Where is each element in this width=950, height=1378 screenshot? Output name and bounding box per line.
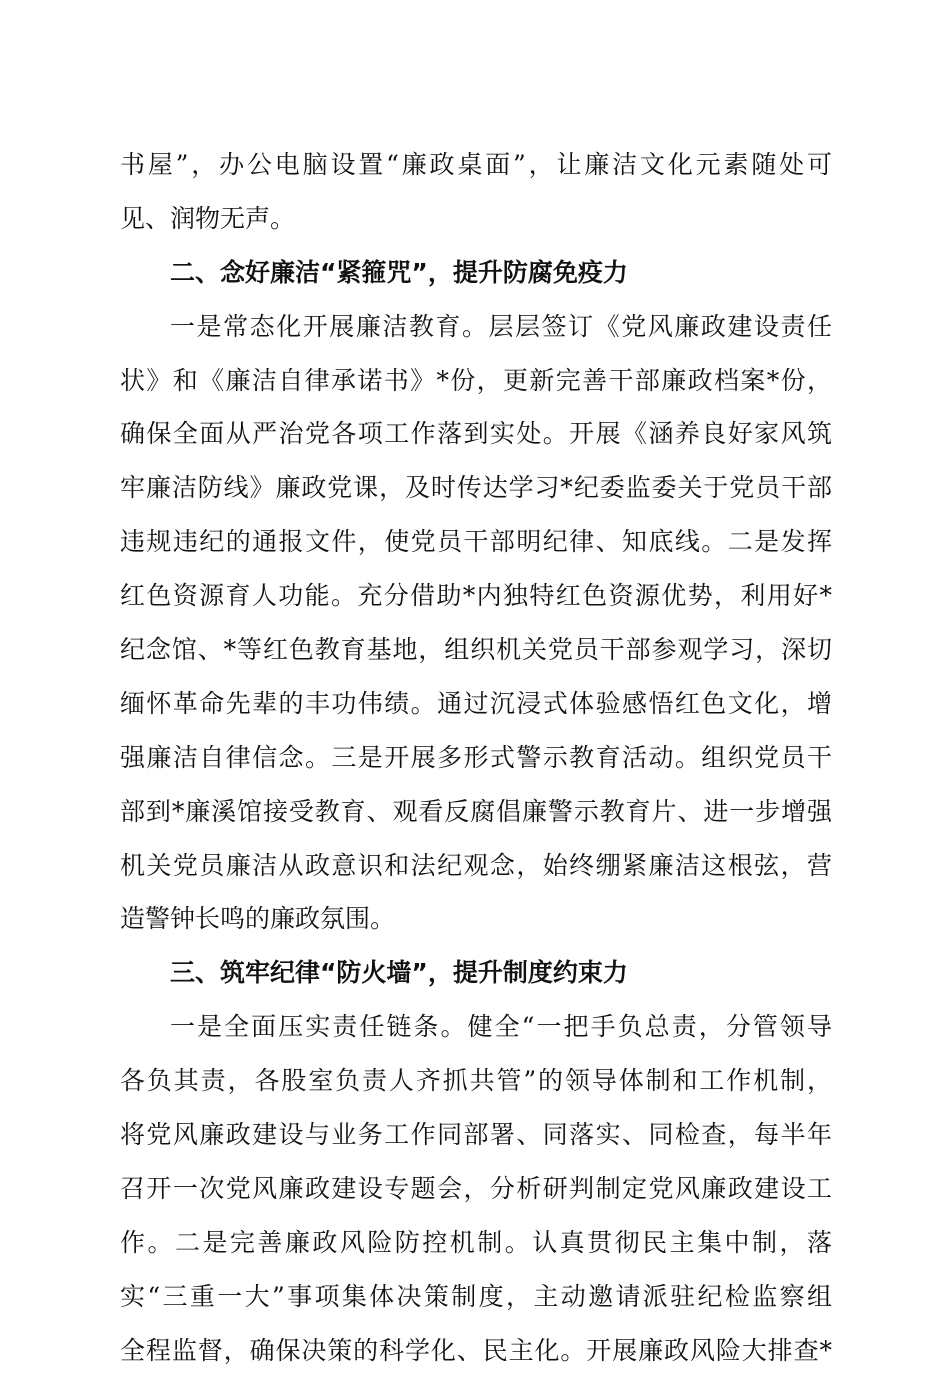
paragraph-line: 红色资源育人功能。充分借助*内独特红色资源优势，利用好* xyxy=(120,581,832,611)
paragraph-line: 见、润物无声。 xyxy=(120,203,296,233)
paragraph-line: 纪念馆、*等红色教育基地，组织机关党员干部参观学习，深切 xyxy=(120,635,832,665)
paragraph-line: 造警钟长鸣的廉政氛围。 xyxy=(120,904,396,934)
paragraph-line: 状》和《廉洁自律承诺书》*份，更新完善干部廉政档案*份， xyxy=(120,365,832,395)
paragraph-line: 一是常态化开展廉洁教育。层层签订《党风廉政建设责任 xyxy=(170,311,832,341)
paragraph-line: 各负其责，各股室负责人齐抓共管”的领导体制和工作机制， xyxy=(120,1066,832,1096)
paragraph-line: 确保全面从严治党各项工作落到实处。开展《涵养良好家风筑 xyxy=(120,419,832,449)
section-heading-3: 三、筑牢纪律“防火墙”，提升制度约束力 xyxy=(170,958,628,988)
paragraph-line: 实“三重一大”事项集体决策制度，主动邀请派驻纪检监察组 xyxy=(120,1281,832,1311)
paragraph-line: 违规违纪的通报文件，使党员干部明纪律、知底线。二是发挥 xyxy=(120,527,832,557)
paragraph-line: 牢廉洁防线》廉政党课，及时传达学习*纪委监委关于党员干部 xyxy=(120,473,832,503)
paragraph-line: 缅怀革命先辈的丰功伟绩。通过沉浸式体验感悟红色文化，增 xyxy=(120,688,832,718)
paragraph-line: 强廉洁自律信念。三是开展多形式警示教育活动。组织党员干 xyxy=(120,742,832,772)
section-heading-2: 二、念好廉洁“紧箍咒”，提升防腐免疫力 xyxy=(170,257,628,287)
paragraph-line: 一是全面压实责任链条。健全“一把手负总责，分管领导 xyxy=(170,1012,832,1042)
paragraph-line: 书屋”，办公电脑设置“廉政桌面”，让廉洁文化元素随处可 xyxy=(120,150,832,179)
paragraph-line: 将党风廉政建设与业务工作同部署、同落实、同检查，每半年 xyxy=(120,1120,832,1150)
paragraph-line: 作。二是完善廉政风险防控机制。认真贯彻民主集中制，落 xyxy=(120,1227,832,1257)
paragraph-line: 全程监督，确保决策的科学化、民主化。开展廉政风险大排查* xyxy=(120,1335,832,1365)
document-body xyxy=(120,138,832,1377)
paragraph-line: 召开一次党风廉政建设专题会，分析研判制定党风廉政建设工 xyxy=(120,1173,832,1203)
paragraph-line: 机关党员廉洁从政意识和法纪观念，始终绷紧廉洁这根弦，营 xyxy=(120,850,832,880)
paragraph-line: 部到*廉溪馆接受教育、观看反腐倡廉警示教育片、进一步增强 xyxy=(120,796,832,826)
